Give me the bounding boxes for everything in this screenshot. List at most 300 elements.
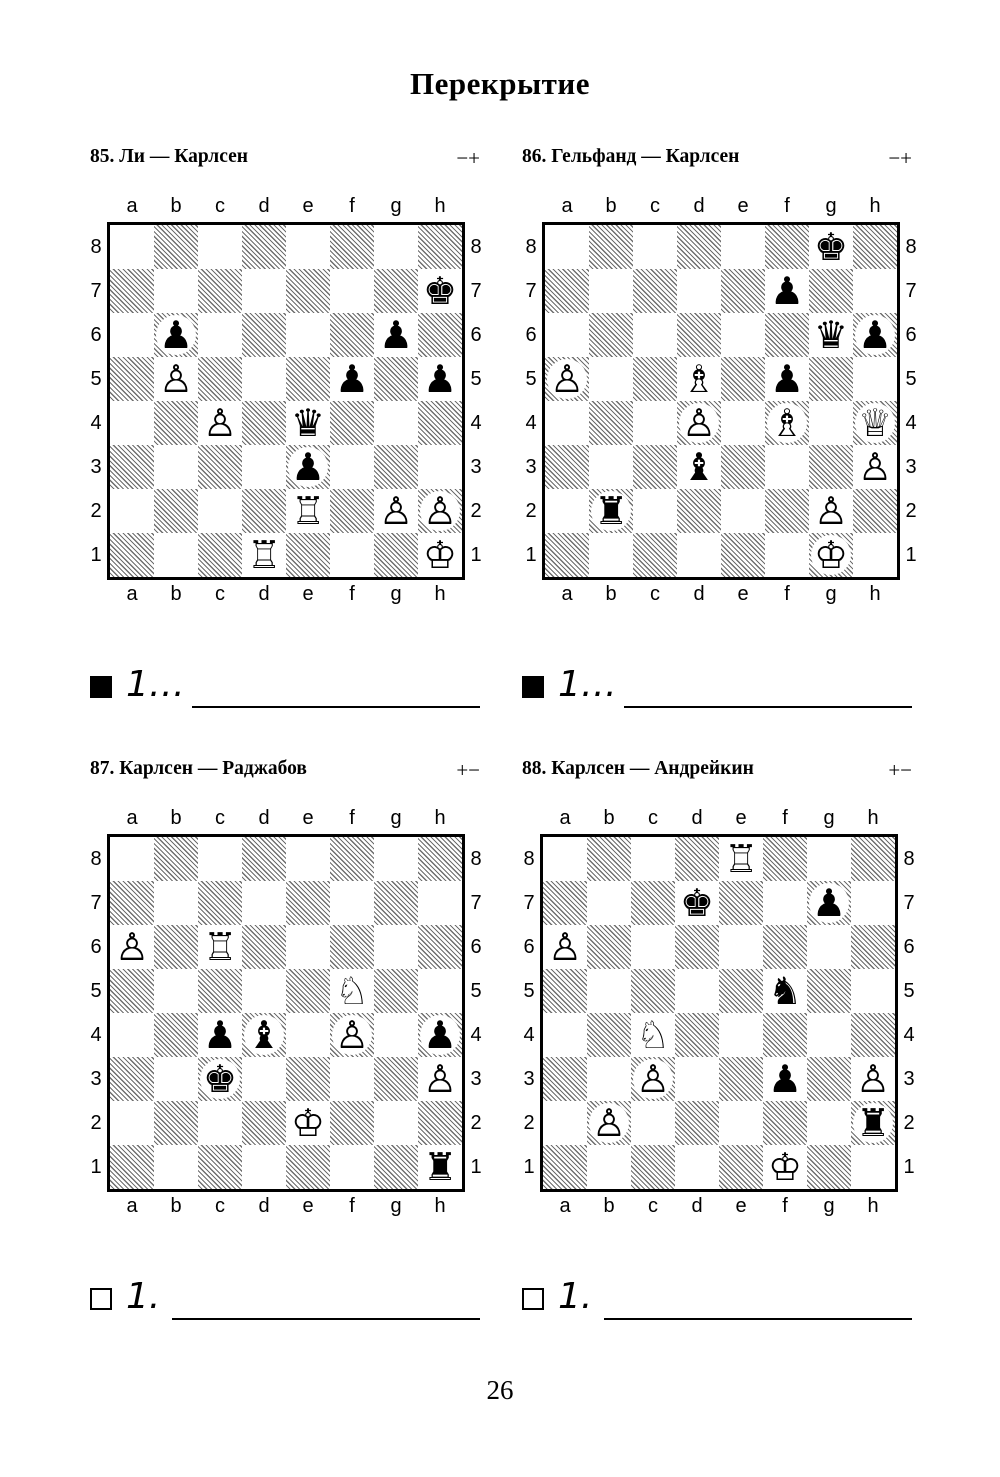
square-h7 [418,881,462,925]
square-c6 [198,313,242,357]
file-label-top: b [605,195,617,217]
square-g2 [807,1101,851,1145]
rank-label-right: 7 [470,280,482,302]
square-g2 [809,489,853,533]
file-label-bottom: f [349,583,355,605]
square-e8 [721,225,765,269]
white-rook-icon: ♖ [200,927,240,967]
square-f6 [330,925,374,969]
square-g4 [809,401,853,445]
square-f5 [330,357,374,401]
square-d4 [677,401,721,445]
file-label-bottom: d [258,583,270,605]
black-pawn-icon: ♟ [288,447,328,487]
white-pawn-icon: ♙ [200,403,240,443]
square-e1 [721,533,765,577]
square-d4 [242,401,286,445]
square-e4 [719,1013,763,1057]
file-label-bottom: c [215,1195,225,1217]
black-queen-icon: ♛ [811,315,851,355]
square-f8 [763,837,807,881]
white-pawn-icon: ♙ [855,447,895,487]
file-label-top: a [559,807,571,829]
white-pawn-icon: ♙ [156,359,196,399]
square-c2 [198,1101,242,1145]
white-king-icon: ♔ [288,1103,328,1143]
square-f5 [763,969,807,1013]
square-h3 [853,445,897,489]
square-d4 [242,1013,286,1057]
square-h4 [418,1013,462,1057]
square-a6 [545,313,589,357]
square-c3 [198,445,242,489]
square-d3 [677,445,721,489]
square-c6 [198,925,242,969]
square-g8 [374,225,418,269]
square-f8 [765,225,809,269]
square-a6 [110,313,154,357]
square-f2 [330,1101,374,1145]
chess-board [107,834,465,1192]
white-pawn-icon: ♙ [547,359,587,399]
file-label-top: a [126,807,138,829]
white-pawn-icon: ♙ [376,491,416,531]
square-b7 [587,881,631,925]
square-f3 [763,1057,807,1101]
black-rook-icon: ♜ [420,1147,460,1187]
file-label-bottom: g [823,1195,835,1217]
file-label-top: d [258,195,270,217]
square-d2 [677,489,721,533]
file-label-top: a [561,195,573,217]
page-number: 26 [486,1375,514,1405]
file-label-bottom: c [215,583,225,605]
square-f8 [330,837,374,881]
square-c8 [633,225,677,269]
black-pawn-icon: ♟ [420,359,460,399]
file-label-bottom: d [258,1195,270,1217]
square-d3 [242,445,286,489]
square-e3 [721,445,765,489]
answer-blank-line[interactable] [604,1318,912,1320]
square-h4 [418,401,462,445]
rank-label-left: 4 [523,1024,535,1046]
square-e6 [286,313,330,357]
answer-blank-line[interactable] [624,706,912,708]
puzzle-header [522,758,912,784]
square-c5 [631,969,675,1013]
white-to-move-marker [90,1288,112,1310]
puzzle-2 [522,146,917,716]
square-a6 [110,925,154,969]
square-f4 [765,401,809,445]
file-label-bottom: h [434,1195,446,1217]
file-label-bottom: h [867,1195,879,1217]
square-e3 [286,445,330,489]
black-pawn-icon: ♟ [332,359,372,399]
square-f2 [765,489,809,533]
square-d8 [242,837,286,881]
file-label-top: f [782,807,788,829]
square-h3 [418,1057,462,1101]
file-label-top: g [390,195,402,217]
square-a8 [110,837,154,881]
square-h7 [418,269,462,313]
file-label-top: g [823,807,835,829]
puzzle-title: 85. Ли — Карлсен [90,146,248,167]
square-h7 [851,881,895,925]
file-label-top: f [349,807,355,829]
rank-label-right: 5 [470,368,482,390]
rank-label-left: 6 [90,936,102,958]
answer-move-number: 1… [558,664,617,705]
square-a7 [543,881,587,925]
square-g6 [809,313,853,357]
rank-label-left: 5 [90,980,102,1002]
square-a1 [110,533,154,577]
square-b3 [154,445,198,489]
rank-label-right: 2 [905,500,917,522]
file-label-bottom: f [349,1195,355,1217]
square-h1 [418,1145,462,1189]
square-a1 [110,1145,154,1189]
square-b8 [154,225,198,269]
square-c3 [198,1057,242,1101]
rank-label-right: 8 [470,848,482,870]
square-c7 [631,881,675,925]
square-a8 [543,837,587,881]
square-e5 [286,969,330,1013]
square-f5 [330,969,374,1013]
square-c4 [198,401,242,445]
square-b3 [587,1057,631,1101]
white-queen-icon: ♕ [855,403,895,443]
rank-label-left: 7 [90,892,102,914]
file-label-top: e [302,195,314,217]
square-g3 [374,1057,418,1101]
black-knight-icon: ♞ [765,971,805,1011]
black-queen-icon: ♛ [288,403,328,443]
rank-label-right: 1 [470,1156,482,1178]
square-c7 [633,269,677,313]
black-king-icon: ♚ [420,271,460,311]
square-c1 [631,1145,675,1189]
rank-label-right: 1 [903,1156,915,1178]
black-pawn-icon: ♟ [855,315,895,355]
black-rook-icon: ♜ [591,491,631,531]
square-h6 [418,313,462,357]
file-label-bottom: b [603,1195,615,1217]
square-f2 [763,1101,807,1145]
square-b1 [154,533,198,577]
page-title: Перекрытие [409,66,591,101]
square-g5 [809,357,853,401]
square-d8 [677,225,721,269]
white-king-icon: ♔ [811,535,851,575]
file-label-top: b [170,807,182,829]
file-label-top: d [693,195,705,217]
rank-label-left: 8 [523,848,535,870]
square-e3 [719,1057,763,1101]
file-label-bottom: d [693,583,705,605]
rank-label-right: 6 [470,324,482,346]
file-label-bottom: e [737,583,749,605]
square-h5 [853,357,897,401]
square-h1 [851,1145,895,1189]
rank-label-right: 3 [470,456,482,478]
file-label-bottom: h [434,583,446,605]
file-label-bottom: e [302,583,314,605]
square-f1 [330,533,374,577]
file-label-bottom: b [170,583,182,605]
rank-label-left: 1 [523,1156,535,1178]
rank-label-left: 7 [523,892,535,914]
file-label-top: g [825,195,837,217]
square-a5 [110,969,154,1013]
square-h4 [853,401,897,445]
file-label-bottom: f [782,1195,788,1217]
file-label-top: b [170,195,182,217]
square-c4 [631,1013,675,1057]
file-label-top: b [603,807,615,829]
square-e6 [721,313,765,357]
rank-label-right: 4 [470,412,482,434]
square-a5 [110,357,154,401]
square-f2 [330,489,374,533]
white-king-icon: ♔ [420,535,460,575]
square-a8 [110,225,154,269]
square-g1 [809,533,853,577]
white-pawn-icon: ♙ [420,491,460,531]
square-d3 [675,1057,719,1101]
square-g1 [374,1145,418,1189]
white-rook-icon: ♖ [244,535,284,575]
square-h8 [418,225,462,269]
rank-label-right: 4 [903,1024,915,1046]
chess-board [107,222,465,580]
rank-label-left: 2 [523,1112,535,1134]
square-h2 [418,1101,462,1145]
square-g6 [807,925,851,969]
square-d6 [677,313,721,357]
file-label-bottom: c [648,1195,658,1217]
square-g6 [374,313,418,357]
square-c8 [198,225,242,269]
square-e7 [721,269,765,313]
square-d1 [242,1145,286,1189]
square-f6 [763,925,807,969]
file-label-bottom: g [825,583,837,605]
square-e5 [286,357,330,401]
rank-label-right: 3 [470,1068,482,1090]
square-c2 [198,489,242,533]
black-pawn-icon: ♟ [420,1015,460,1055]
square-h8 [853,225,897,269]
square-e6 [719,925,763,969]
square-h7 [853,269,897,313]
black-pawn-icon: ♟ [767,359,807,399]
rank-label-right: 2 [470,1112,482,1134]
square-g7 [809,269,853,313]
square-d6 [242,925,286,969]
white-bishop-icon: ♗ [679,359,719,399]
square-f6 [330,313,374,357]
square-h6 [851,925,895,969]
puzzle-title: 88. Карлсен — Андрейкин [522,758,754,779]
file-label-bottom: b [605,583,617,605]
square-c3 [631,1057,675,1101]
file-label-bottom: a [561,583,573,605]
square-b3 [589,445,633,489]
square-c7 [198,881,242,925]
file-label-bottom: f [784,583,790,605]
square-d1 [677,533,721,577]
square-d2 [675,1101,719,1145]
square-b5 [589,357,633,401]
rank-label-left: 4 [90,412,102,434]
square-b5 [154,357,198,401]
rank-label-left: 6 [525,324,537,346]
rank-label-right: 4 [905,412,917,434]
square-a4 [543,1013,587,1057]
black-bishop-icon: ♝ [244,1015,284,1055]
square-b6 [589,313,633,357]
square-b5 [154,969,198,1013]
square-g7 [374,881,418,925]
square-b7 [589,269,633,313]
square-g1 [374,533,418,577]
rank-label-right: 7 [470,892,482,914]
square-b2 [589,489,633,533]
chess-board [540,834,898,1192]
square-d1 [675,1145,719,1189]
square-a2 [543,1101,587,1145]
square-a2 [110,1101,154,1145]
file-label-top: c [215,807,225,829]
square-a8 [545,225,589,269]
file-label-top: e [737,195,749,217]
file-label-top: d [258,807,270,829]
answer-blank-line[interactable] [172,1318,480,1320]
rank-label-right: 5 [470,980,482,1002]
answer-blank-line[interactable] [192,706,480,708]
square-d6 [242,313,286,357]
square-c1 [198,1145,242,1189]
square-b8 [589,225,633,269]
square-f7 [765,269,809,313]
square-h5 [418,357,462,401]
square-b2 [587,1101,631,1145]
rank-label-right: 2 [903,1112,915,1134]
white-bishop-icon: ♗ [767,403,807,443]
square-a3 [543,1057,587,1101]
rank-label-left: 7 [90,280,102,302]
square-g4 [374,1013,418,1057]
square-b2 [154,489,198,533]
square-c2 [631,1101,675,1145]
black-pawn-icon: ♟ [809,883,849,923]
square-b1 [154,1145,198,1189]
file-label-top: h [434,195,446,217]
file-label-bottom: c [650,583,660,605]
file-label-bottom: g [390,1195,402,1217]
white-knight-icon: ♘ [633,1015,673,1055]
white-pawn-icon: ♙ [811,491,851,531]
rank-label-left: 4 [525,412,537,434]
square-d7 [242,269,286,313]
answer-row [90,1276,480,1326]
square-h2 [418,489,462,533]
rank-label-left: 8 [90,236,102,258]
square-f8 [330,225,374,269]
file-label-bottom: d [691,1195,703,1217]
rank-label-right: 4 [470,1024,482,1046]
square-c1 [198,533,242,577]
puzzle-evaluation: +− [888,758,912,782]
file-label-top: h [434,807,446,829]
answer-move-number: 1. [558,1276,593,1317]
rank-label-left: 8 [525,236,537,258]
file-label-top: f [349,195,355,217]
file-label-bottom: a [559,1195,571,1217]
square-c1 [633,533,677,577]
square-b5 [587,969,631,1013]
rank-label-left: 2 [525,500,537,522]
square-e2 [721,489,765,533]
square-g8 [374,837,418,881]
square-g3 [374,445,418,489]
square-f6 [765,313,809,357]
square-c6 [631,925,675,969]
white-pawn-icon: ♙ [853,1059,893,1099]
puzzle-title: 87. Карлсен — Раджабов [90,758,307,779]
square-f1 [330,1145,374,1189]
puzzle-evaluation: −+ [456,146,480,170]
square-e6 [286,925,330,969]
black-rook-icon: ♜ [853,1103,893,1143]
square-a7 [110,881,154,925]
square-a6 [543,925,587,969]
square-a2 [545,489,589,533]
square-d5 [677,357,721,401]
answer-move-number: 1. [126,1276,161,1317]
square-c5 [198,969,242,1013]
puzzle-evaluation: −+ [888,146,912,170]
square-b1 [587,1145,631,1189]
black-king-icon: ♚ [677,883,717,923]
rank-label-right: 3 [903,1068,915,1090]
square-g8 [809,225,853,269]
square-c7 [198,269,242,313]
square-e2 [286,489,330,533]
square-b3 [154,1057,198,1101]
file-label-bottom: g [390,583,402,605]
square-h1 [853,533,897,577]
black-king-icon: ♚ [200,1059,240,1099]
square-e1 [286,533,330,577]
square-c6 [633,313,677,357]
square-b4 [587,1013,631,1057]
file-label-bottom: e [735,1195,747,1217]
puzzle-header [90,146,480,172]
rank-label-right: 5 [903,980,915,1002]
rank-label-right: 6 [905,324,917,346]
square-g4 [807,1013,851,1057]
square-c4 [633,401,677,445]
square-a3 [545,445,589,489]
square-b4 [154,401,198,445]
puzzle-3 [90,758,480,1328]
